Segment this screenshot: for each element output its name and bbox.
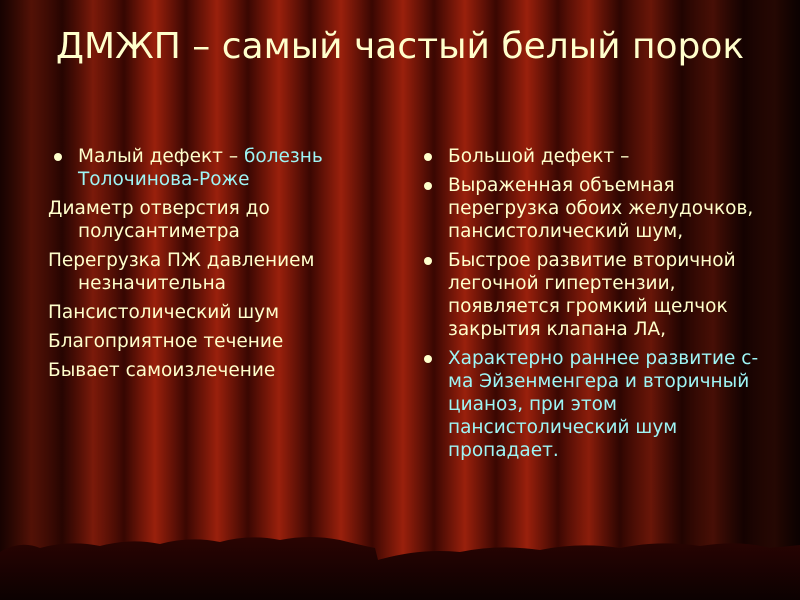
slide-title: ДМЖП – самый частый белый порок bbox=[55, 26, 745, 67]
bullet-dot-icon bbox=[424, 257, 432, 265]
bullet-dot-icon bbox=[424, 182, 432, 190]
list-item-text: Выраженная объемная перегрузка обоих желудочков, пансистолический шум, bbox=[448, 175, 754, 242]
list-item bbox=[418, 347, 763, 462]
small-defect-dash: – bbox=[228, 146, 244, 167]
small-defect-disease-name: болезнь Толочинова-Роже bbox=[78, 146, 323, 190]
list-item-text: Характерно раннее развитие с-ма Эйзенменгера и вторичный цианоз, при этом пансистолический шум пропадает. bbox=[448, 348, 759, 461]
list-item: Пансистолический шум bbox=[48, 302, 280, 323]
list-item bbox=[418, 174, 763, 243]
small-defect-label: Малый дефект bbox=[78, 146, 229, 167]
list-item-text: Быстрое развитие вторичной легочной гипертензии, появляется громкий щелчок закрытия клапана ЛА, bbox=[448, 250, 736, 340]
left-column-list bbox=[48, 145, 378, 388]
list-item: Диаметр отверстия до полусантиметра bbox=[48, 198, 270, 242]
list-item: Бывает самоизлечение bbox=[48, 360, 276, 381]
list-item bbox=[418, 145, 763, 168]
bullet-dot-icon bbox=[54, 153, 62, 161]
list-item: Перегрузка ПЖ давлением незначительна bbox=[48, 250, 315, 294]
list-item bbox=[48, 145, 378, 191]
bullet-dot-icon bbox=[424, 355, 432, 363]
bullet-dot-icon bbox=[424, 153, 432, 161]
right-column-list bbox=[418, 145, 763, 468]
list-item-text: Большой дефект – bbox=[448, 146, 630, 167]
list-item: Благоприятное течение bbox=[48, 331, 284, 352]
list-item bbox=[418, 249, 763, 341]
